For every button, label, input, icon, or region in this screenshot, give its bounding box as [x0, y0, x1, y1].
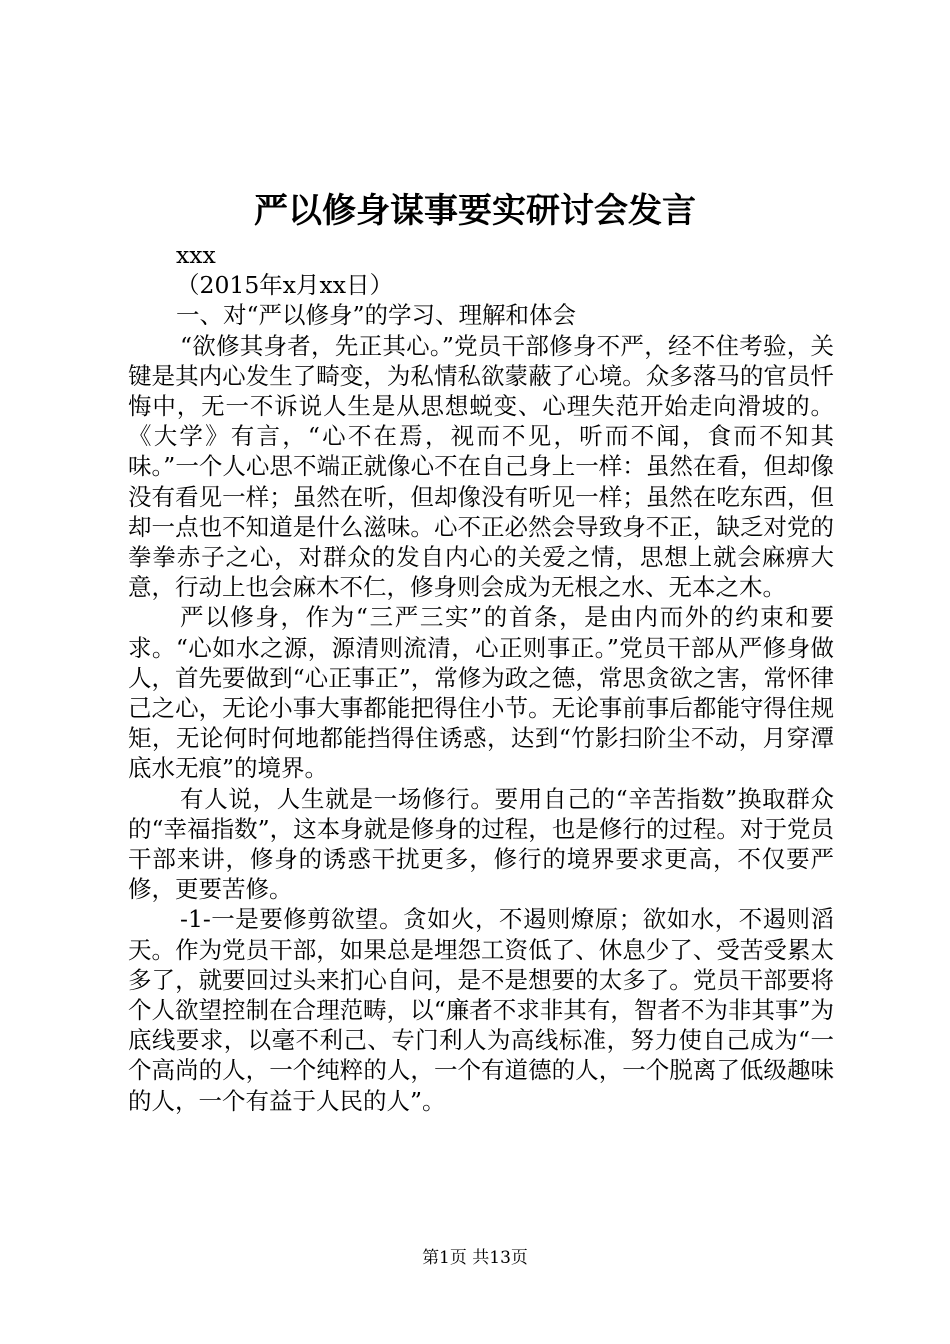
document-body	[128, 240, 834, 1116]
page-footer: 第1页 共13页	[422, 1248, 528, 1268]
date-line: （2015年x月xx日）	[176, 271, 394, 300]
paragraph-2: 严以修身，作为“三严三实”的首条，是由内而外的约束和要求。“心如水之源，源清则流清，心正则事正。”党员干部从严修身做人，首先要做到“心正事正”，常修为政之德，常思贪欲之害，常怀律己之心，无论小事大事都能把得住小节。无论事前事后都能守得住规矩，无论何时何地都能挡得住诱惑，达到“竹影扫阶尘不动，月穿潭底水无痕”的境界。	[128, 603, 834, 783]
paragraph-1: “欲修其身者，先正其心。”党员干部修身不严，经不住考验，关键是其内心发生了畸变，为私情私欲蒙蔽了心境。众多落马的官员忏悔中，无一不诉说人生是从思想蜕变、心理失范开始走向滑坡的。《大学》有言，“心不在焉，视而不见，听而不闻，食而不知其味。”一个人心思不端正就像心不在自己身上一样：虽然在看，但却像没有看见一样；虽然在听，但却像没有听见一样；虽然在吃东西，但却一点也不知道是什么滋味。心不正必然会导致身不正，缺乏对党的拳拳赤子之心，对群众的发自内心的关爱之情，思想上就会麻痹大意，行动上也会麻木不仁，修身则会成为无根之水、无本之木。	[128, 331, 834, 602]
author-line: xxx	[176, 241, 216, 269]
section-heading: 一、对“严以修身”的学习、理解和体会	[176, 301, 577, 330]
paragraph-4: -1-一是要修剪欲望。贪如火，不遏则燎原；欲如水，不遏则滔天。作为党员干部，如果总是埋怨工资低了、休息少了、受苦受累太多了，就要回过头来扪心自问，是不是想要的太多了。党员干部要将个人欲望控制在合理范畴，以“廉者不求非其有，智者不为非其事”为底线要求，以毫不利己、专门利人为高线标准，努力使自己成为“一个高尚的人，一个纯粹的人，一个有道德的人，一个脱离了低级趣味的人，一个有益于人民的人”。	[128, 905, 834, 1115]
paragraph-3: 有人说，人生就是一场修行。要用自己的“辛苦指数”换取群众的“幸福指数”，这本身就是修身的过程，也是修行的过程。对于党员干部来讲，修身的诱惑干扰更多，修行的境界要求更高，不仅要严修，更要苦修。	[128, 784, 834, 904]
document-title: 严以修身谋事要实研讨会发言	[254, 191, 696, 231]
